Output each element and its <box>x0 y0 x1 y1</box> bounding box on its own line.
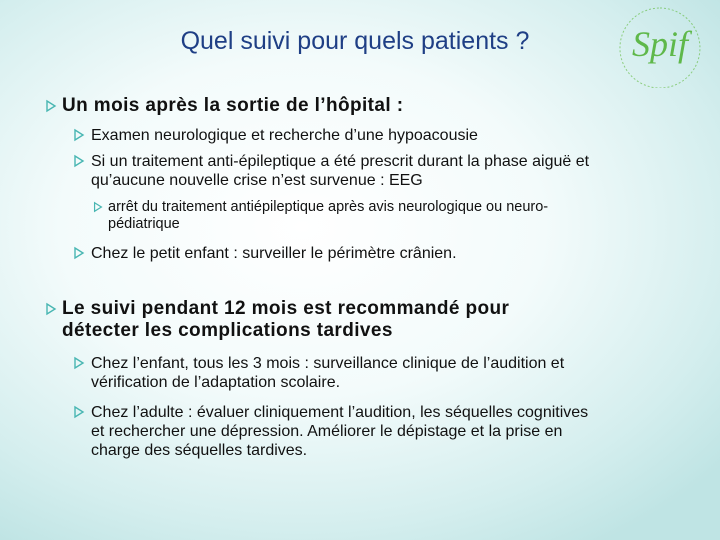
list-item <box>72 354 564 392</box>
bullet-arrow-icon <box>72 128 86 142</box>
sub-list-item-text: arrêt du traitement antiépileptique après avis neurologique ou neuro- pédiatrique <box>108 199 549 232</box>
list-item-text: Si un traitement anti-épileptique a été prescrit durant la phase aiguë et qu’aucune nouvelle crise n’est survenue : EEG <box>91 153 590 189</box>
bullet-arrow-icon <box>72 405 86 419</box>
slide-title: Quel suivi pour quels patients ? <box>180 27 530 55</box>
bullet-arrow-icon <box>72 246 86 260</box>
section-heading-text: Le suivi pendant 12 mois est recommandé pour détecter les complications tardives <box>62 298 510 341</box>
list-item <box>72 152 589 190</box>
list-item-text: Chez l’enfant, tous les 3 mois : surveillance clinique de l’audition et vérification de l’adaptation scolaire. <box>91 355 565 391</box>
list-item-text: Chez le petit enfant : surveiller le périmètre crânien. <box>91 245 457 262</box>
bullet-arrow-icon <box>72 154 86 168</box>
logo-text: Spif <box>631 24 689 64</box>
section-heading <box>44 298 509 342</box>
bullet-arrow-icon <box>72 356 86 370</box>
spif-logo <box>612 2 708 88</box>
section-heading <box>44 95 403 117</box>
bullet-arrow-icon <box>44 302 58 316</box>
list-item-text: Examen neurologique et recherche d’une hypoacousie <box>91 127 478 144</box>
sub-list-item <box>92 199 548 233</box>
bullet-arrow-icon <box>92 201 104 213</box>
list-item-text: Chez l’adulte : évaluer cliniquement l’audition, les séquelles cognitives et rechercher une dépression. Améliorer le dépistage et la prise en charge des séquelles tardives. <box>91 404 589 459</box>
list-item <box>72 244 457 263</box>
bullet-arrow-icon <box>44 99 58 113</box>
list-item <box>72 126 478 145</box>
section-heading-text: Un mois après la sortie de l’hôpital : <box>62 95 404 116</box>
list-item <box>72 403 588 460</box>
